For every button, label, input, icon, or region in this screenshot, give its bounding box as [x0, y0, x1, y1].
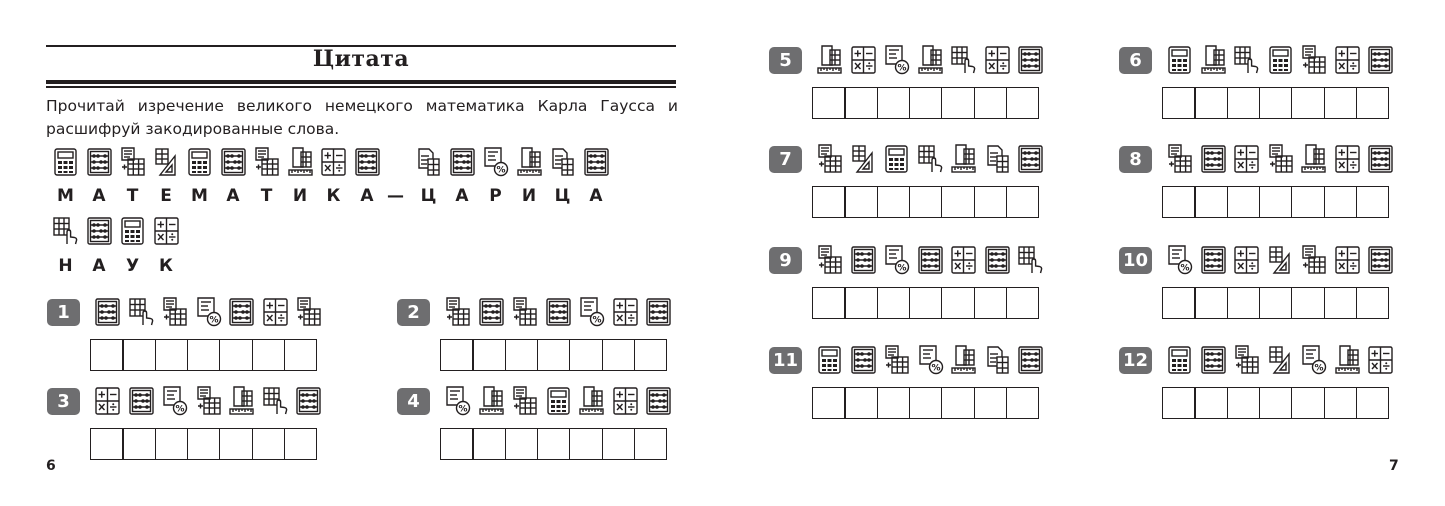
svg-text:%: %: [175, 404, 185, 415]
answer-cell[interactable]: [569, 428, 603, 460]
answer-cell[interactable]: [877, 287, 911, 319]
calculator-icon: [1166, 44, 1193, 76]
answer-cell[interactable]: [844, 287, 878, 319]
receipt-percent-icon: [883, 244, 910, 276]
abacus-icon: [86, 215, 113, 247]
math-operations-icon: [1233, 143, 1260, 175]
calculator-icon: [1166, 344, 1193, 376]
quote-letter: А: [92, 186, 106, 206]
answer-cell[interactable]: [1006, 387, 1040, 419]
receipt-calculator-icon: [1300, 244, 1327, 276]
answer-cell[interactable]: [909, 387, 943, 419]
answer-cell[interactable]: [1356, 87, 1390, 119]
answer-cell[interactable]: [1194, 287, 1228, 319]
math-operations-icon: [153, 215, 180, 247]
answer-cell[interactable]: [844, 186, 878, 218]
ruler-triangle-icon: [153, 146, 180, 178]
answer-cell[interactable]: [90, 339, 124, 371]
document-ruler-icon: [228, 385, 255, 417]
math-operations-icon: [320, 146, 347, 178]
abacus-icon: [94, 296, 121, 328]
abacus-icon: [1200, 143, 1227, 175]
calculator-icon: [52, 146, 79, 178]
answer-grid: [1162, 387, 1389, 419]
hand-pointer-calculator-icon: [917, 143, 944, 175]
answer-cell[interactable]: [812, 387, 846, 419]
answer-cell[interactable]: [219, 339, 253, 371]
abacus-icon: [1017, 344, 1044, 376]
puzzle-number-badge: 2: [397, 299, 430, 326]
quote-letter: Н: [58, 256, 73, 276]
answer-cell[interactable]: [877, 186, 911, 218]
svg-text:%: %: [592, 315, 602, 326]
answer-grid: [1162, 87, 1389, 119]
quote-letter: Т: [126, 186, 139, 206]
quote-letter: К: [326, 186, 341, 206]
svg-text:%: %: [897, 263, 907, 274]
answer-cell[interactable]: [1227, 87, 1261, 119]
abacus-icon: [1017, 44, 1044, 76]
quote-letter: У: [125, 256, 140, 276]
answer-cell[interactable]: [1324, 87, 1358, 119]
math-operations-icon: [94, 385, 121, 417]
receipt-percent-icon: [883, 44, 910, 76]
answer-cell[interactable]: [252, 428, 286, 460]
document-ruler-icon: [917, 44, 944, 76]
answer-cell[interactable]: [877, 387, 911, 419]
answer-cell[interactable]: [537, 339, 571, 371]
answer-cell[interactable]: [844, 87, 878, 119]
receipt-calculator-icon: [511, 385, 538, 417]
answer-cell[interactable]: [122, 339, 156, 371]
answer-cell[interactable]: [1356, 186, 1390, 218]
abacus-icon: [1017, 143, 1044, 175]
answer-cell[interactable]: [877, 87, 911, 119]
answer-cell[interactable]: [1259, 87, 1293, 119]
abacus-icon: [1200, 244, 1227, 276]
document-ruler-icon: [950, 143, 977, 175]
quote-letter: Ц: [420, 186, 437, 206]
answer-cell[interactable]: [1006, 186, 1040, 218]
receipt-calculator-icon: [883, 344, 910, 376]
abacus-icon: [1367, 244, 1394, 276]
puzzle-number-badge: 5: [769, 47, 802, 74]
abacus-icon: [850, 344, 877, 376]
answer-cell[interactable]: [844, 387, 878, 419]
receipt-percent-icon: [195, 296, 222, 328]
receipt-percent-icon: [578, 296, 605, 328]
answer-cell[interactable]: [1162, 287, 1196, 319]
answer-cell[interactable]: [909, 287, 943, 319]
answer-cell[interactable]: [537, 428, 571, 460]
answer-cell[interactable]: [634, 339, 668, 371]
receipt-percent-icon: [1166, 244, 1193, 276]
abacus-icon: [228, 296, 255, 328]
document-ruler-icon: [1300, 143, 1327, 175]
answer-cell[interactable]: [634, 428, 668, 460]
receipt-percent-icon: [1300, 344, 1327, 376]
quote-letter: Т: [260, 186, 273, 206]
answer-cell[interactable]: [155, 339, 189, 371]
title-rule-bottom-thick: [46, 80, 676, 84]
abacus-icon: [545, 296, 572, 328]
ruler-triangle-icon: [1267, 344, 1294, 376]
answer-cell[interactable]: [155, 428, 189, 460]
answer-cell[interactable]: [974, 387, 1008, 419]
ruler-triangle-icon: [1267, 244, 1294, 276]
answer-cell[interactable]: [1324, 287, 1358, 319]
answer-cell[interactable]: [1194, 387, 1228, 419]
puzzle-number-badge: 1: [47, 299, 80, 326]
math-operations-icon: [1367, 344, 1394, 376]
puzzle-number-badge: 3: [47, 388, 80, 415]
answer-cell[interactable]: [941, 387, 975, 419]
abacus-icon: [1367, 44, 1394, 76]
answer-cell[interactable]: [122, 428, 156, 460]
answer-grid: [90, 339, 317, 371]
receipt-calculator-icon: [1300, 44, 1327, 76]
calculator-icon: [1267, 44, 1294, 76]
svg-text:%: %: [496, 165, 506, 176]
abacus-icon: [645, 385, 672, 417]
answer-cell[interactable]: [1291, 87, 1325, 119]
answer-cell[interactable]: [602, 339, 636, 371]
abacus-icon: [917, 244, 944, 276]
answer-cell[interactable]: [909, 87, 943, 119]
answer-cell[interactable]: [1291, 287, 1325, 319]
document-ruler-icon: [578, 385, 605, 417]
calculator-icon: [186, 146, 213, 178]
answer-cell[interactable]: [1356, 287, 1390, 319]
answer-cell[interactable]: [1227, 287, 1261, 319]
answer-cell[interactable]: [1324, 186, 1358, 218]
receipt-percent-icon: [444, 385, 471, 417]
svg-text:%: %: [1180, 263, 1190, 274]
answer-cell[interactable]: [1259, 287, 1293, 319]
answer-cell[interactable]: [974, 186, 1008, 218]
answer-cell[interactable]: [1162, 186, 1196, 218]
document-ruler-icon: [1334, 344, 1361, 376]
abacus-icon: [1200, 344, 1227, 376]
quote-letter: М: [57, 186, 74, 206]
answer-cell[interactable]: [252, 339, 286, 371]
hand-pointer-calculator-icon: [950, 44, 977, 76]
quote-letter: Р: [489, 186, 502, 206]
document-ruler-icon: [816, 44, 843, 76]
answer-grid: [440, 339, 667, 371]
answer-grid: [812, 287, 1039, 319]
document-ruler-icon: [478, 385, 505, 417]
answer-grid: [1162, 287, 1389, 319]
receipt-percent-icon: [482, 146, 509, 178]
math-operations-icon: [850, 44, 877, 76]
page-title: Цитата: [312, 46, 410, 72]
abacus-icon: [1367, 143, 1394, 175]
receipt-calculator-icon: [295, 296, 322, 328]
calculator-icon: [545, 385, 572, 417]
abacus-icon: [984, 244, 1011, 276]
receipt-calculator-icon: [253, 146, 280, 178]
answer-cell[interactable]: [812, 186, 846, 218]
puzzle-number-badge: 12: [1119, 347, 1152, 374]
calculator-icon: [883, 143, 910, 175]
document-ruler-icon: [287, 146, 314, 178]
quote-letter: Ц: [554, 186, 571, 206]
answer-cell[interactable]: [219, 428, 253, 460]
answer-cell[interactable]: [1259, 186, 1293, 218]
abacus-icon: [86, 146, 113, 178]
hand-pointer-calculator-icon: [52, 215, 79, 247]
quote-letter: А: [360, 186, 374, 206]
answer-cell[interactable]: [1194, 186, 1228, 218]
answer-grid: [812, 186, 1039, 218]
answer-cell[interactable]: [284, 428, 318, 460]
quote-letter: А: [455, 186, 469, 206]
quote-dash: —: [387, 186, 404, 206]
puzzle-number-badge: 11: [769, 347, 802, 374]
answer-cell[interactable]: [974, 287, 1008, 319]
math-operations-icon: [612, 296, 639, 328]
abacus-icon: [449, 146, 476, 178]
receipt-calculator-icon: [816, 143, 843, 175]
receipt-calculator-icon: [1267, 143, 1294, 175]
answer-cell[interactable]: [941, 287, 975, 319]
puzzle-number-badge: 9: [769, 247, 802, 274]
hand-pointer-calculator-icon: [1017, 244, 1044, 276]
document-lines-icon: [984, 344, 1011, 376]
answer-cell[interactable]: [1227, 387, 1261, 419]
receipt-calculator-icon: [816, 244, 843, 276]
receipt-calculator-icon: [1233, 344, 1260, 376]
document-ruler-icon: [950, 344, 977, 376]
page-number-left: 6: [46, 458, 56, 474]
receipt-calculator-icon: [1166, 143, 1193, 175]
math-operations-icon: [1334, 44, 1361, 76]
title-rule-bottom-thin: [46, 86, 676, 88]
quote-letter: А: [589, 186, 603, 206]
svg-text:%: %: [208, 315, 219, 326]
abacus-icon: [645, 296, 672, 328]
answer-cell[interactable]: [1006, 87, 1040, 119]
answer-cell[interactable]: [812, 287, 846, 319]
answer-cell[interactable]: [440, 339, 474, 371]
answer-cell[interactable]: [472, 428, 506, 460]
puzzle-number-badge: 4: [397, 388, 430, 415]
answer-cell[interactable]: [187, 428, 221, 460]
calculator-icon: [816, 344, 843, 376]
answer-cell[interactable]: [187, 339, 221, 371]
answer-cell[interactable]: [974, 87, 1008, 119]
answer-cell[interactable]: [440, 428, 474, 460]
hand-pointer-calculator-icon: [262, 385, 289, 417]
math-operations-icon: [1334, 244, 1361, 276]
abacus-icon: [583, 146, 610, 178]
math-operations-icon: [1334, 143, 1361, 175]
answer-cell[interactable]: [90, 428, 124, 460]
answer-cell[interactable]: [505, 339, 539, 371]
answer-cell[interactable]: [569, 339, 603, 371]
quote-letter: К: [159, 256, 173, 276]
calculator-icon: [119, 215, 146, 247]
abacus-icon: [478, 296, 505, 328]
answer-cell[interactable]: [941, 186, 975, 218]
quote-letter: И: [521, 186, 537, 206]
answer-cell[interactable]: [909, 186, 943, 218]
answer-cell[interactable]: [1291, 186, 1325, 218]
svg-text:%: %: [1314, 363, 1324, 374]
abacus-icon: [295, 385, 322, 417]
abacus-icon: [354, 146, 381, 178]
answer-cell[interactable]: [1194, 87, 1228, 119]
quote-letter: Е: [160, 186, 172, 206]
answer-cell[interactable]: [1006, 287, 1040, 319]
math-operations-icon: [950, 244, 977, 276]
answer-cell[interactable]: [1162, 87, 1196, 119]
document-lines-icon: [549, 146, 576, 178]
answer-cell[interactable]: [602, 428, 636, 460]
answer-grid: [812, 387, 1039, 419]
math-operations-icon: [612, 385, 639, 417]
answer-cell[interactable]: [941, 87, 975, 119]
answer-cell[interactable]: [812, 87, 846, 119]
answer-grid: [1162, 186, 1389, 218]
math-operations-icon: [262, 296, 289, 328]
hand-pointer-calculator-icon: [1233, 44, 1260, 76]
receipt-percent-icon: [161, 385, 188, 417]
quote-letter: М: [191, 186, 208, 206]
svg-text:%: %: [897, 63, 907, 74]
puzzle-number-badge: 8: [1119, 146, 1152, 173]
answer-grid: [90, 428, 317, 460]
answer-cell[interactable]: [1259, 387, 1293, 419]
answer-cell[interactable]: [1291, 387, 1325, 419]
puzzle-number-badge: 10: [1119, 247, 1152, 274]
quote-letter: А: [226, 186, 240, 206]
abacus-icon: [220, 146, 247, 178]
receipt-calculator-icon: [119, 146, 146, 178]
answer-cell[interactable]: [472, 339, 506, 371]
quote-letter: А: [92, 256, 106, 276]
abacus-icon: [128, 385, 155, 417]
math-operations-icon: [984, 44, 1011, 76]
document-ruler-icon: [1200, 44, 1227, 76]
puzzle-number-badge: 6: [1119, 47, 1152, 74]
receipt-percent-icon: [917, 344, 944, 376]
receipt-calculator-icon: [161, 296, 188, 328]
page-number-right: 7: [1389, 458, 1399, 474]
svg-text:%: %: [930, 363, 941, 374]
document-lines-icon: [415, 146, 442, 178]
answer-grid: [440, 428, 667, 460]
puzzle-number-badge: 7: [769, 146, 802, 173]
math-operations-icon: [1233, 244, 1260, 276]
abacus-icon: [850, 244, 877, 276]
hand-pointer-calculator-icon: [128, 296, 155, 328]
answer-cell[interactable]: [505, 428, 539, 460]
receipt-calculator-icon: [511, 296, 538, 328]
document-ruler-icon: [516, 146, 543, 178]
quote-letter: И: [292, 186, 308, 206]
answer-cell[interactable]: [1324, 387, 1358, 419]
document-lines-icon: [984, 143, 1011, 175]
answer-cell[interactable]: [1162, 387, 1196, 419]
ruler-triangle-icon: [850, 143, 877, 175]
answer-cell[interactable]: [1356, 387, 1390, 419]
svg-text:%: %: [458, 404, 468, 415]
answer-cell[interactable]: [284, 339, 318, 371]
receipt-calculator-icon: [444, 296, 471, 328]
answer-grid: [812, 87, 1039, 119]
intro-text: Прочитай изречение великого немецкого математика Карла Гаусса и расшифруй закодированные слова.: [46, 97, 678, 138]
receipt-calculator-icon: [195, 385, 222, 417]
answer-cell[interactable]: [1227, 186, 1261, 218]
